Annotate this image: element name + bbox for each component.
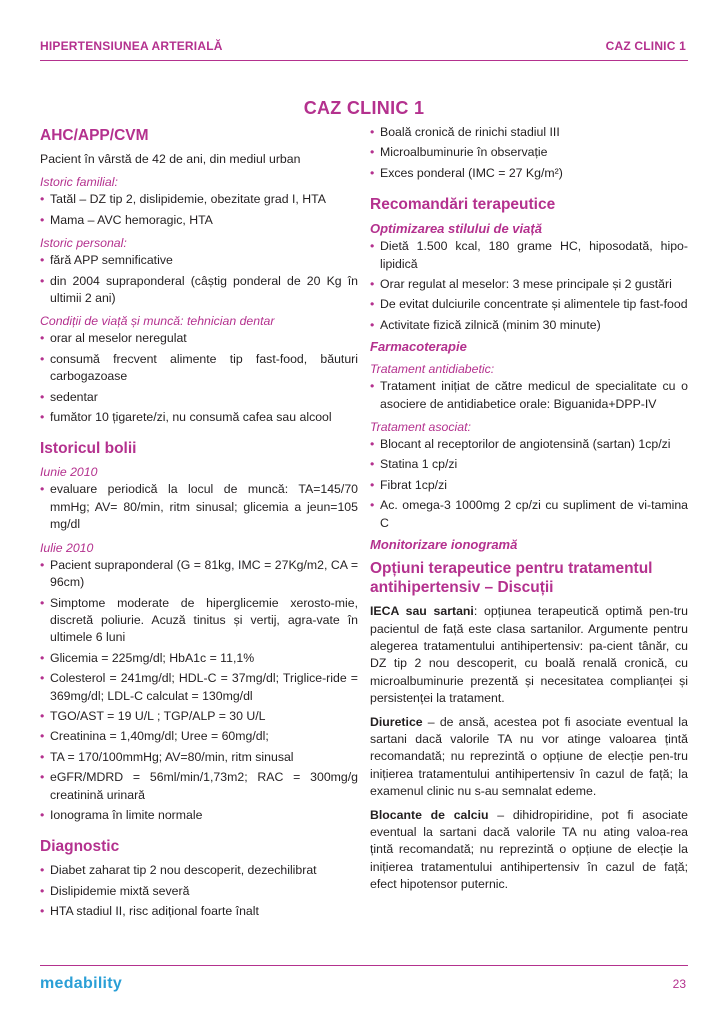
list-item: • Dietă 1.500 kcal, 180 grame HC, hiposodată, hipo-lipidică — [370, 238, 688, 273]
patient-description: Pacient în vârstă de 42 de ani, din mediul urban — [40, 152, 301, 166]
list-item: • Dislipidemie mixtă severă — [40, 883, 358, 900]
associated-treatment-list — [370, 436, 688, 532]
list-item: • Ionograma în limite normale — [40, 807, 358, 824]
list-item: • eGFR/MDRD = 56ml/min/1,73m2; RAC = 300mg/g creatinină urinară — [40, 769, 358, 804]
antidiabetic-label: Tratament antidiabetic: — [370, 362, 495, 377]
family-history-label: Istoric familial: — [40, 175, 118, 190]
list-item: • evaluare periodică la locul de muncă: TA=145/70 mmHg; AV= 80/min, ritm sinusal; glicemia a jeun=105 mg/dl — [40, 481, 358, 533]
running-header-left: HIPERTENSIUNEA ARTERIALĂ — [40, 39, 223, 53]
lifestyle-list — [370, 238, 688, 334]
paragraph-calcium-blockers-term: Blocante de calciu — [370, 807, 489, 822]
lifestyle-title: Optimizarea stilului de viață — [370, 221, 542, 237]
list-item: • din 2004 supraponderal (câștig ponderal de 20 Kg în ultimii 2 ani) — [40, 273, 358, 308]
list-item: • Boală cronică de rinichi stadiul III — [370, 124, 688, 141]
left-column — [40, 124, 358, 924]
list-item: • fără APP semnificative — [40, 252, 358, 269]
ionogram-title: Monitorizare ionogramă — [370, 537, 518, 553]
list-item: • Diabet zaharat tip 2 nou descoperit, dezechilibrat — [40, 862, 358, 879]
list-item: • HTA stadiul II, risc adițional foarte înalt — [40, 903, 358, 920]
list-item: • Colesterol = 241mg/dl; HDL-C = 37mg/dl; Triglice-ride = 369mg/dl; LDL-C calculat = 130mg/dl — [40, 670, 358, 705]
section-title-diagnosis: Diagnostic — [40, 838, 120, 856]
header-divider — [40, 60, 688, 61]
list-item: • Mama – AVC hemoragic, HTA — [40, 212, 358, 229]
publisher-logo: medability — [40, 975, 123, 992]
july-label: Iulie 2010 — [40, 540, 94, 555]
running-header-right: CAZ CLINIC 1 — [605, 39, 686, 53]
list-item: • Tatăl – DZ tip 2, dislipidemie, obezitate grad I, HTA — [40, 191, 358, 208]
list-item: • Pacient supraponderal (G = 81kg, IMC = 27Kg/m2, CA = 96cm) — [40, 557, 358, 592]
section-title-history: Istoricul bolii — [40, 440, 137, 458]
june-label: Iunie 2010 — [40, 465, 98, 480]
list-item: • TGO/AST = 19 U/L ; TGP/ALP = 30 U/L — [40, 708, 358, 725]
paragraph-calcium-blockers — [370, 807, 688, 894]
section-title-options: Opțiuni terapeutice pentru tratamentul antihipertensiv – Discuții — [370, 560, 653, 597]
list-item: • orar al meselor neregulat — [40, 330, 358, 347]
list-item: • fumător 10 țigarete/zi, nu consumă cafea sau alcool — [40, 409, 358, 426]
list-item: • Blocant al receptorilor de angiotensină (sartan) 1cp/zi — [370, 436, 688, 453]
list-item: • consumă frecvent alimente tip fast-food, băuturi carbogazoase — [40, 351, 358, 386]
paragraph-calcium-blockers-text: – dihidropiridine, pot fi asociate eventual la sartani dacă valorile TA nu ating valoa-rea țintă recomandată; nu reprezintă o opțiune de elecție la inițierea tratamentului antihipertensiv în cazul de față; efect hipotensor puternic. — [370, 807, 688, 892]
personal-history-list — [40, 252, 358, 307]
list-item: • TA = 170/100mmHg; AV=80/min, ritm sinusal — [40, 749, 358, 766]
july-list — [40, 557, 358, 825]
paragraph-ieca — [370, 603, 688, 707]
associated-treatment-label: Tratament asociat: — [370, 420, 471, 435]
list-item: • Simptome moderate de hiperglicemie xerosto-mie, discretă poliurie. Acuză tinitus și vertij, agra-vate în ultimele 6 luni — [40, 595, 358, 647]
list-item: • De evitat dulciurile concentrate și alimentele tip fast-food — [370, 296, 688, 313]
paragraph-diuretics — [370, 714, 688, 801]
personal-history-label: Istoric personal: — [40, 236, 127, 251]
diagnosis-list — [40, 862, 358, 920]
section-title-recommendations: Recomandări terapeutice — [370, 196, 556, 214]
list-item: • Fibrat 1cp/zi — [370, 477, 688, 494]
page-title: CAZ CLINIC 1 — [303, 98, 425, 118]
living-conditions-label: Condiții de viață și muncă: tehnician dentar — [40, 314, 275, 329]
list-item: • Statina 1 cp/zi — [370, 456, 688, 473]
page-number: 23 — [672, 977, 686, 991]
list-item: • Activitate fizică zilnică (minim 30 minute) — [370, 317, 688, 334]
paragraph-ieca-term: IECA sau sartani — [370, 604, 474, 619]
section-title-ahc: AHC/APP/CVM — [40, 127, 149, 144]
family-history-list — [40, 191, 358, 229]
paragraph-ieca-text: : opțiunea terapeutică optimă pen-tru pacientul de față este clasa sartanilor. Argumente pentru alegerea tratamentului antihipertensiv: pa-cient tânăr, cu DZ tip 2 nou descoperit, cu boală renală cronică, cu microalbuminurie prezentă și necesitatea complianței și persistenței la tratament. — [370, 604, 688, 706]
footer-divider — [40, 965, 688, 966]
paragraph-diuretics-term: Diuretice — [370, 714, 423, 729]
pharmacotherapy-title: Farmacoterapie — [370, 339, 467, 355]
antidiabetic-list — [370, 378, 688, 413]
diagnosis-continued-list — [370, 124, 688, 182]
living-conditions-list — [40, 330, 358, 426]
list-item: • Glicemia = 225mg/dl; HbA1c = 11,1% — [40, 650, 358, 667]
paragraph-diuretics-text: – de ansă, acestea pot fi asociate eventual la sartani dacă valorile TA nu vor atinge valoarea țintă recomandată; nu reprezintă o opțiune de elecție pen-tru inițierea tratamentului antihipertensiv în cazul de față; la examenul clinic nu s-au semnalat edeme. — [370, 714, 688, 799]
list-item: • sedentar — [40, 389, 358, 406]
list-item: • Exces ponderal (IMC = 27 Kg/m²) — [370, 165, 688, 182]
right-column — [370, 124, 688, 900]
list-item: • Ac. omega-3 1000mg 2 cp/zi cu supliment de vi-tamina C — [370, 497, 688, 532]
june-list — [40, 481, 358, 533]
list-item: • Tratament inițiat de către medicul de specialitate cu o asociere de antidiabetice orale: Biguanida+DPP-IV — [370, 378, 688, 413]
list-item: • Orar regulat al meselor: 3 mese principale și 2 gustări — [370, 276, 688, 293]
list-item: • Creatinina = 1,40mg/dl; Uree = 60mg/dl; — [40, 728, 358, 745]
list-item: • Microalbuminurie în observație — [370, 144, 688, 161]
